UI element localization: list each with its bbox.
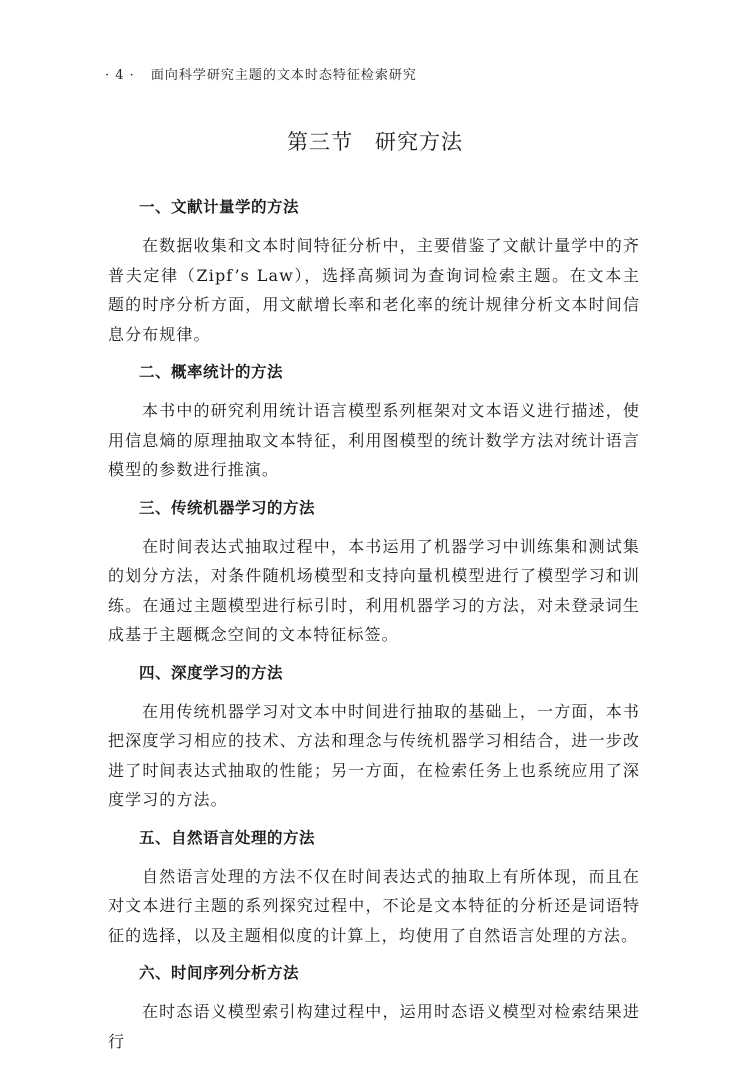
paragraph-6: 在时态语义模型索引构建过程中，运用时态语义模型对检索结果进行 <box>108 1002 640 1051</box>
subsection-heading-2: 二、概率统计的方法 <box>139 363 284 381</box>
section-title: 第三节 研究方法 <box>287 130 463 154</box>
subsection-heading-1: 一、文献计量学的方法 <box>139 198 300 216</box>
subsection-heading-3: 三、传统机器学习的方法 <box>139 498 316 517</box>
paragraph-5: 自然语言处理的方法不仅在时间表达式的抽取上有所体现，而且在对文本进行主题的系列探究过程中，不论是文本特征的分析还是词语特征的选择，以及主题相似度的计算上，均使用了自然语言处理的方法。 <box>108 866 640 945</box>
paragraph-2: 本书中的研究利用统计语言模型系列框架对文本语义进行描述，使用信息熵的原理抽取文本特征，利用图模型的统计数学方法对统计语言模型的参数进行推演。 <box>108 401 640 479</box>
subsection-heading-6: 六、时间序列分析方法 <box>139 964 300 982</box>
book-title: 面向科学研究主题的文本时态特征检索研究 <box>150 68 417 83</box>
body-text <box>108 193 640 1065</box>
subsection-heading-4: 四、深度学习的方法 <box>139 663 284 682</box>
paragraph-3: 在时间表达式抽取过程中，本书运用了机器学习中训练集和测试集的划分方法，对条件随机场模型和支持向量机模型进行了模型学习和训练。在通过主题模型进行标引时，利用机器学习的方法，对未登录词生成基于主题概念空间的文本特征标签。 <box>108 536 640 644</box>
page-number: · 4 · <box>105 68 135 83</box>
paragraph-4: 在用传统机器学习对文本中时间进行抽取的基础上，一方面，本书把深度学习相应的技术、方法和理念与传统机器学习相结合，进一步改进了时间表达式抽取的性能；另一方面，在检索任务上也系统应用了深度学习的方法。 <box>108 701 640 809</box>
subsection-heading-5: 五、自然语言处理的方法 <box>139 828 316 847</box>
paragraph-1: 在数据收集和文本时间特征分析中，主要借鉴了文献计量学中的齐普夫定律（Zipf’s Law），选择高频词为查询词检索主题。在文本主题的时序分析方面，用文献增长率和老化率的统计规律分析文本时间信息分布规律。 <box>108 236 640 344</box>
running-header <box>105 64 417 83</box>
